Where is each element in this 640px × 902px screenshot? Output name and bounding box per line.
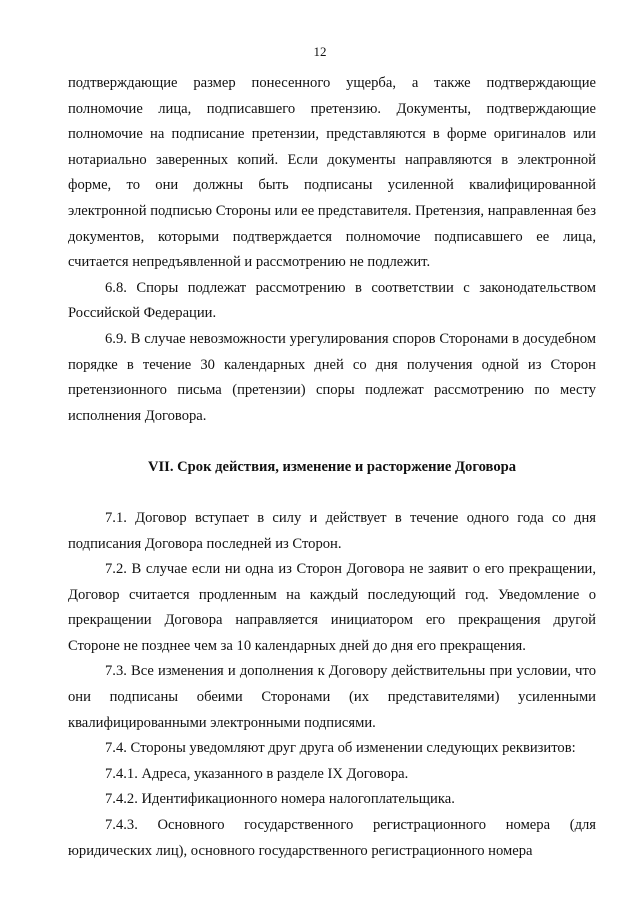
page-number: 12 <box>313 44 327 59</box>
clause-7-3: 7.3. Все изменения и дополнения к Договору действительны при условии, что они подписаны обеими Сторонами (их представителями) усиленными квалифицированными электронными подписями. <box>68 663 596 731</box>
section-heading: VII. Срок действия, изменение и расторжение Договора <box>147 459 517 476</box>
clause-7-4: 7.4. Стороны уведомляют друг друга об изменении следующих реквизитов: <box>105 740 576 757</box>
clause-7-4-1: 7.4.1. Адреса, указанного в разделе IX Договора. <box>105 765 409 782</box>
clause-7-1: 7.1. Договор вступает в силу и действует в течение одного года со дня подписания Договора последней из Сторон. <box>68 509 596 552</box>
clause-7-4-3: 7.4.3. Основного государственного регистрационного номера (для юридических лиц), основного государственного регистрационного номера <box>68 817 596 859</box>
clause-7-4-2: 7.4.2. Идентификационного номера налогоплательщика. <box>105 791 455 808</box>
document-body <box>68 71 596 864</box>
clause-7-2: 7.2. В случае если ни одна из Сторон Договора не заявит о его прекращении, Договор считается продленным на каждый последующий год. Уведомление о прекращении Договора направляется инициатором его прекращения другой Стороне не позднее чем за 10 календарных дней до дня его прекращения. <box>68 561 596 654</box>
clause-6-8: 6.8. Споры подлежат рассмотрению в соответствии с законодательством Российской Федерации. <box>68 279 596 322</box>
clause-6-9: 6.9. В случае невозможности урегулирования споров Сторонами в досудебном порядке в течение 30 календарных дней со дня получения одной из Сторон претензионного письма (претензии) споры подлежат рассмотрению по месту исполнения Договора. <box>68 330 596 424</box>
paragraph-continuation: подтверждающие размер понесенного ущерба, а также подтверждающие полномочие лица, подписавшего претензию. Документы, подтверждающие полномочие на подписание претензии, представляются в форме оригиналов или нотариально заверенных копий. Если документы направляются в электронной форме, то они должны быть подписаны усиленной квалифицированной электронной подписью Стороны или ее представителя. Претензия, направленная без документов, которыми подтверждается полномочие подписавшего ее лица, считается непредъявленной и рассмотрению не подлежит. <box>68 75 596 271</box>
